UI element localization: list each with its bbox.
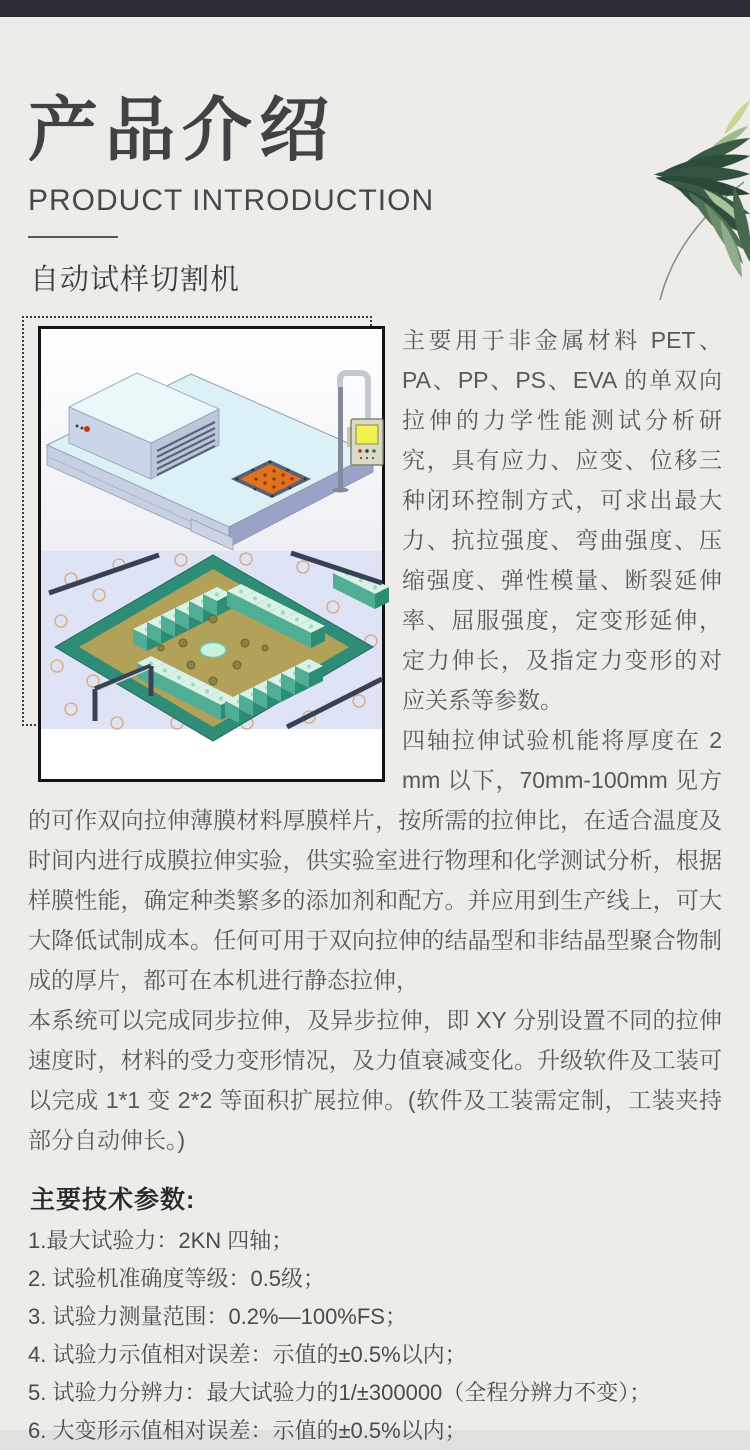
fixture-3d-render — [41, 551, 382, 751]
intro-paragraph-2: 四轴拉伸试验机能将厚度在 2 mm 以下，70mm-100mm 见方的可作双向拉伸薄膜材料厚膜样片，按所需的拉伸比，在适合温度及时间内进行成膜拉伸实验，供实验室进行物理和化学测试分析，根据样膜性能，确定种类繁多的添加剂和配方。并应用到生产线上，可大大降低试制成本。任何可用于双向拉伸的结晶型和非结晶型聚合物制成的厚片，都可在本机进行静态拉伸， — [28, 726, 722, 993]
spec-item-5: 5. 试验力分辨力：最大试验力的1/±300000（全程分辨力不变）； — [28, 1380, 652, 1406]
spec-item-1: 1.最大试验力：2KN 四轴； — [28, 1228, 294, 1254]
page-title: 产品介绍 — [28, 91, 336, 169]
machine-3d-render — [41, 329, 382, 551]
product-image-box — [38, 326, 385, 782]
spec-item-4: 4. 试验力示值相对误差：示值的±0.5%以内； — [28, 1342, 467, 1368]
spec-item-3: 3. 试验力测量范围：0.2%—100%FS； — [28, 1304, 407, 1330]
product-section — [0, 263, 750, 1450]
specs-heading: 主要技术参数: — [30, 1185, 196, 1214]
product-description — [28, 320, 722, 1160]
spec-item-6: 6. 大变形示值相对误差：示值的±0.5%以内； — [28, 1418, 467, 1444]
specs-list — [28, 1222, 722, 1450]
intro-paragraph-3: 本系统可以完成同步拉伸，及异步拉伸，即 XY 分别设置不同的拉伸速度时，材料的受力变形情况，及力值衰减变化。升级软件及工装可以完成 1*1 变 2*2 等面积扩展拉伸。(软件及工装需定制，工装夹持部分自动伸长。) — [28, 1006, 722, 1153]
top-bar — [0, 0, 750, 17]
product-image-block — [22, 316, 385, 782]
spec-item-2: 2. 试验机准确度等级：0.5级； — [28, 1266, 326, 1292]
title-underline — [28, 236, 118, 238]
page-header — [0, 17, 750, 238]
product-name-heading: 自动试样切割机 — [30, 264, 241, 296]
intro-paragraph-1: 主要用于非金属材料 PET、PA、PP、PS、EVA 的单双向拉伸的力学性能测试分析研究，具有应力、应变、位移三种闭环控制方式，可求出最大力、抗拉强度、弯曲强度、压缩强度、弹性模量、断裂延伸率、屈服强度，定变形延伸，定力伸长，及指定力变形的对应关系等参数。 — [402, 326, 722, 713]
specs-section — [28, 1184, 722, 1450]
page-subtitle: PRODUCT INTRODUCTION — [28, 184, 435, 217]
